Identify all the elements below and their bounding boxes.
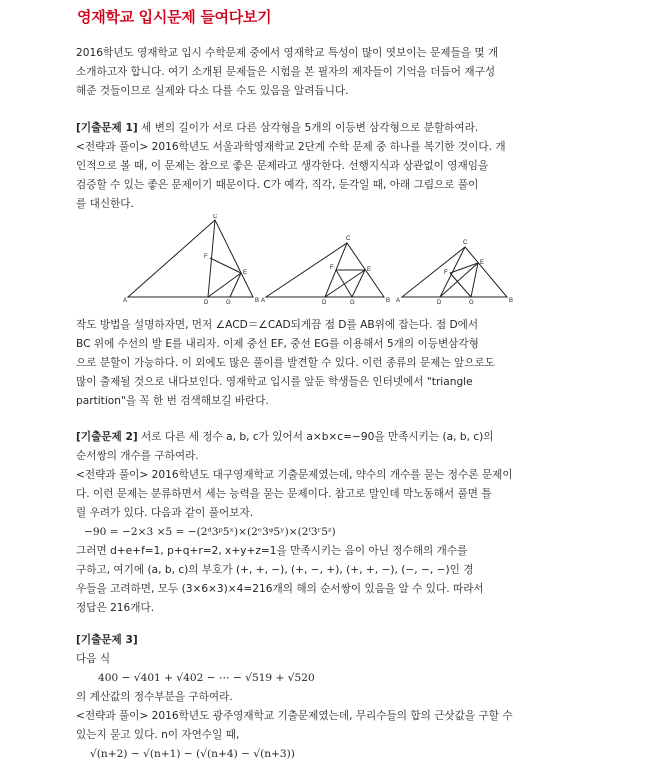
strategy-line: 검증할 수 있는 좋은 문제이기 때문이다. C가 예각, 직각, 둔각일 때, 아래 그림으로 풀이 (76, 179, 479, 191)
strategy-line: 다. 이런 문제는 분류하면서 세는 능력을 묻는 문제이다. 참고로 말인데 막노동해서 풀면 틀 (76, 488, 492, 500)
problem-2-formula: −90 = −2×3 ×5 = −(2ᵈ3ᵖ5ˣ)×(2ᵉ3ᵠ5ʸ)×(2ᶠ3ʳ5ᶻ) (84, 526, 336, 538)
strategy-line: 릴 우려가 있다. 다음과 같이 풀어보자. (76, 507, 254, 519)
label-c: C (346, 236, 351, 242)
problem-3 (76, 631, 513, 764)
intro-line: 2016학년도 영재학교 입시 수학문제 중에서 영재학교 특성이 많이 엿보이는 문제들을 몇 개 (76, 47, 499, 59)
label-d: D (322, 300, 327, 306)
after-line: 정답은 216개다. (76, 602, 155, 614)
triangle-partition-figure (120, 214, 520, 306)
label-c: C (463, 240, 468, 246)
problem-1 (76, 119, 506, 214)
problem-2-text-2: 순서쌍의 개수를 구하여라. (76, 450, 199, 462)
page-title: 영재학교 입시문제 들여다보기 (77, 8, 272, 26)
problem-2-statement (76, 428, 513, 447)
problem-1-heading: [기출문제 1] (76, 122, 138, 134)
problem-2-text: 서로 다른 세 정수 a, b, c가 있어서 a×b×c=−90을 만족시키는 (a, b, c)의 (137, 431, 494, 443)
label-b: B (255, 298, 260, 304)
problem-2 (76, 428, 513, 618)
label-c: C (213, 214, 218, 220)
problem-1-statement (76, 119, 506, 138)
after-line: 그러면 d+e+f=1, p+q+r=2, x+y+z=1을 만족시키는 음이 아닌 정수해의 개수를 (76, 545, 468, 557)
explain-line: 으로 분할이 가능하다. 이 외에도 많은 풀이를 발견할 수 있다. 이런 종류의 문제는 앞으로도 (76, 357, 495, 369)
strategy-line: 있는지 묻고 있다. n이 자연수일 때, (76, 729, 240, 741)
strategy-line: <전략과 풀이> 2016학년도 광주영재학교 기출문제였는데, 무리수들의 합의 근삿값을 구할 수 (76, 710, 513, 722)
after-line: 구하고, 여기에 (a, b, c)의 부호가 (+, +, −), (+, −, +), (+, +, −), (−, −, −)인 경 (76, 564, 474, 576)
strategy-line: <전략과 풀이> 2016학년도 대구영재학교 기출문제였는데, 약수의 개수를 묻는 정수론 문제이 (76, 469, 513, 481)
label-f: F (204, 254, 208, 260)
explain-line: 많이 출제될 것으로 내다보인다. 영재학교 입시를 앞둔 학생들은 인터넷에서 "triangle (76, 376, 473, 388)
label-e: E (367, 267, 372, 273)
problem-3-line-1: 다음 식 (76, 653, 111, 665)
label-e: E (480, 260, 485, 266)
problem-1-text: 세 변의 길이가 서로 다른 삼각형을 5개의 이등변 삼각형으로 분할하여라. (137, 122, 479, 134)
problem-1-explanation (76, 316, 495, 411)
figure-acute (123, 214, 259, 306)
label-g: G (350, 300, 355, 306)
intro-paragraph (76, 44, 498, 101)
label-d: D (437, 300, 442, 306)
explain-line: 작도 방법을 설명하자면, 먼저 ∠ACD＝∠CAD되게끔 점 D를 AB위에 잡는다. 점 D에서 (76, 319, 479, 331)
label-b: B (509, 298, 514, 304)
figure-right (261, 236, 390, 306)
label-e: E (243, 270, 248, 276)
label-a: A (261, 298, 266, 304)
label-b: B (386, 298, 391, 304)
strategy-line: 인적으로 볼 때, 이 문제는 참으로 좋은 문제라고 생각한다. 선행지식과 상관없이 영재임을 (76, 160, 489, 172)
label-a: A (123, 298, 128, 304)
explain-line: BC 위에 수선의 발 E를 내리자. 이제 중선 EF, 중선 EG를 이용해서 5개의 이등변삼각형 (76, 338, 479, 350)
intro-line: 소개하고자 합니다. 여기 소개된 문제들은 시험을 본 필자의 제자들이 기억을 더듬어 재구성 (76, 66, 496, 78)
strategy-line: 를 대신한다. (76, 198, 134, 210)
problem-3-expression: 400 − √401 + √402 − ⋯ − √519 + √520 (98, 672, 315, 684)
intro-line: 해준 것들이므로 실제와 다소 다를 수도 있음을 알려듭니다. (76, 85, 349, 97)
problem-3-expression-2: √(n+2) − √(n+1) − (√(n+4) − √(n+3)) (90, 748, 295, 760)
label-g: G (469, 300, 474, 306)
label-g: G (226, 300, 231, 306)
figure-obtuse (396, 240, 513, 306)
label-f: F (444, 270, 448, 276)
explain-line: partition"을 꼭 한 번 검색해보길 바란다. (76, 395, 269, 407)
label-a: A (396, 298, 401, 304)
label-f: F (330, 265, 334, 271)
problem-3-heading: [기출문제 3] (76, 634, 138, 646)
problem-2-heading: [기출문제 2] (76, 431, 138, 443)
strategy-line: <전략과 풀이> 2016학년도 서울과학영재학교 2단계 수학 문제 중 하나를 복기한 것이다. 개 (76, 141, 506, 153)
label-d: D (204, 300, 209, 306)
problem-3-line-2: 의 계산값의 정수부분을 구하여라. (76, 691, 233, 703)
after-line: 우들을 고려하면, 모두 (3×6×3)×4=216개의 해의 순서쌍이 있음을 알 수 있다. 따라서 (76, 583, 484, 595)
